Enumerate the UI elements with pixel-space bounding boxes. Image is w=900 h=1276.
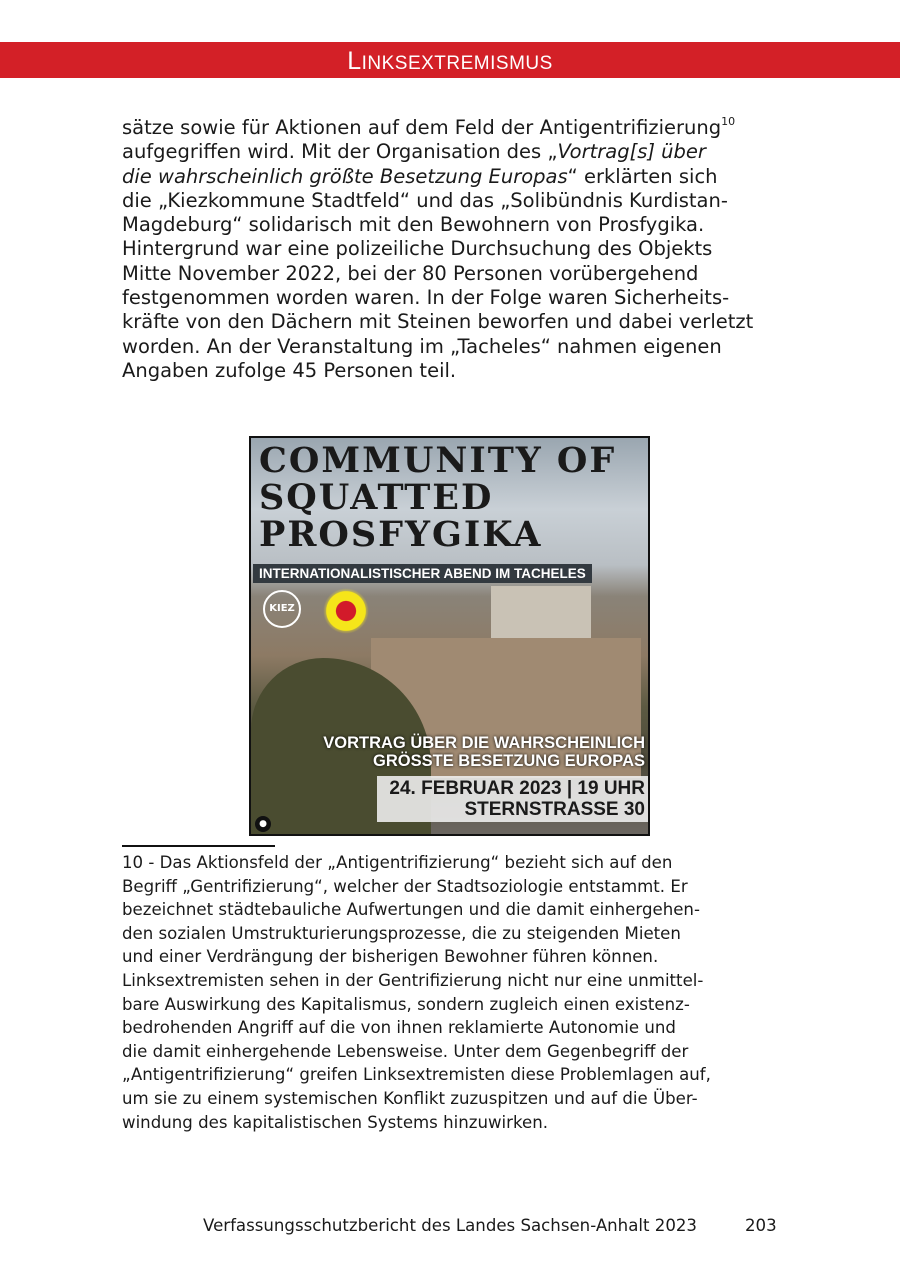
footnote-line: „Antigentrifizierung“ greifen Linksextremisten diese Problemlagen auf, [122,1065,711,1085]
poster-title [259,442,616,553]
footnote-line: die damit einhergehende Lebensweise. Unter dem Gegenbegriff der [122,1041,689,1061]
quote-italic: die wahrscheinlich größte Besetzung Europas [122,164,568,188]
body-line: kräfte von den Dächern mit Steinen beworfen und dabei verletzt [122,310,754,334]
section-title: INKSEXTREMISMUS [361,53,553,74]
poster-title-line: SQUATTED [259,477,494,518]
footnote-line: den sozialen Umstrukturierungsprozesse, die zu steigenden Mieten [122,923,681,943]
body-line-text: sätze sowie für Aktionen auf dem Feld der Antigentrifizierung [122,116,722,139]
body-line [122,140,782,164]
event-poster-image [249,436,650,836]
body-line: Mitte November 2022, bei der 80 Personen vorübergehend [122,261,699,285]
body-line: die „Kiezkommune Stadtfeld“ und das „Solibündnis Kurdistan- [122,188,728,212]
lecture-line: VORTRAG ÜBER DIE WAHRSCHEINLICH [323,734,645,752]
footnote-line: und einer Verdrängung der bisherigen Bewohner führen können. [122,947,659,967]
page-number: 203 [745,1216,777,1235]
kiezkommune-logo: KIEZ [263,590,301,628]
body-line: worden. An der Veranstaltung im „Tacheles“ nahmen eigenen [122,334,722,358]
footnote-line: windung des kapitalistischen Systems hinzuwirken. [122,1112,549,1132]
body-line-text: “ erklärten sich [567,164,718,188]
footnote [122,851,782,1134]
section-header [0,42,900,78]
poster-subtitle: INTERNATIONALISTISCHER ABEND IM TACHELES [253,564,592,583]
body-line [122,165,782,189]
poster-date: 24. FEBRUAR 2023 | 19 UHR [389,778,645,799]
quote-italic: Vortrag[s] über [557,140,706,164]
body-line: Magdeburg“ solidarisch mit den Bewohnern von Prosfygika. [122,213,705,237]
footnote-line: bezeichnet städtebauliche Aufwertungen und die damit einhergehen- [122,900,700,920]
poster-title-line: PROSFYGIKA [259,514,543,555]
building-shape [491,586,591,646]
body-line [122,116,782,140]
footnote-line: bare Auswirkung des Kapitalismus, sondern zugleich einen existenz- [122,994,690,1014]
footnote-divider [122,845,275,847]
poster-lecture [323,734,645,770]
footnote-line: Linksextremisten sehen in der Gentrifizierung nicht nur eine unmittel- [122,970,704,990]
solibuendnis-logo-icon [323,588,369,634]
footnote-line: um sie zu einem systemischen Konflikt zuzuspitzen und auf die Über- [122,1088,698,1108]
section-title-initial: L [347,47,362,75]
footer-title: Verfassungsschutzbericht des Landes Sachsen-Anhalt 2023 [203,1216,697,1235]
lecture-line: GRÖSSTE BESETZUNG EUROPAS [373,752,645,770]
body-line-text: aufgegriffen wird. Mit der Organisation des „ [122,140,558,164]
body-line: festgenommen worden waren. In der Folge waren Sicherheits- [122,286,730,310]
footnote-line: bedrohenden Angriff auf die von ihnen reklamierte Autonomie und [122,1018,676,1038]
user-icon: ● [255,816,271,832]
footnote-ref[interactable]: 10 [721,115,736,128]
poster-title-line: COMMUNITY OF [259,440,617,481]
body-text [122,116,782,383]
poster-address: STERNSTRASSE 30 [464,799,645,820]
footnote-line: Begriff „Gentrifizierung“, welcher der Stadtsoziologie entstammt. Er [122,876,688,896]
body-line: Hintergrund war eine polizeiliche Durchsuchung des Objekts [122,237,713,261]
poster-date-box [377,776,648,822]
footnote-line: 10 - Das Aktionsfeld der „Antigentrifizierung“ bezieht sich auf den [122,853,673,872]
body-line: Angaben zufolge 45 Personen teil. [122,358,457,382]
